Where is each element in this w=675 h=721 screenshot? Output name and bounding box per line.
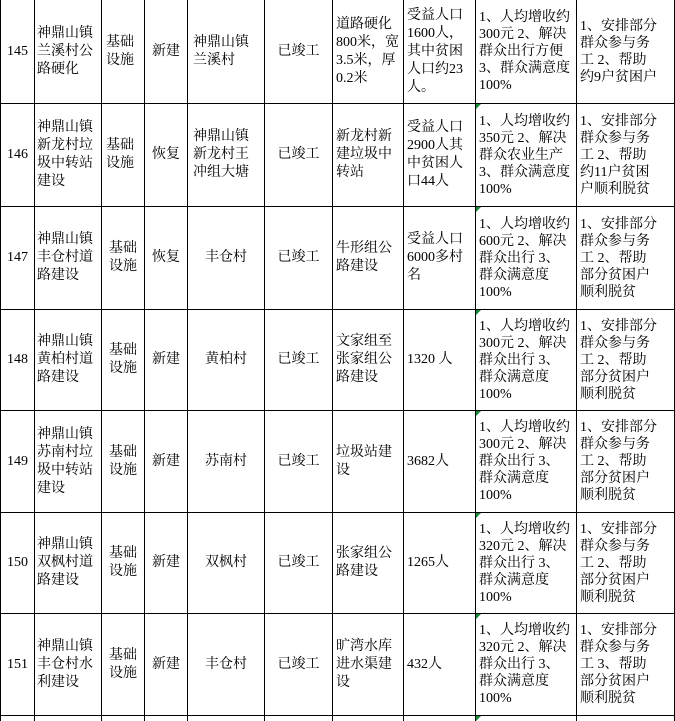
cell-text: 恢复 [152,147,180,162]
cell-text: 已竣工 [277,453,320,469]
cell-empty[interactable] [333,716,404,721]
cell-text: 150 [7,555,28,570]
cell-mechanism[interactable] [577,0,675,104]
cell-status[interactable] [265,513,333,614]
cell-text: 146 [7,147,28,162]
cell-location[interactable] [188,0,265,104]
cell-category[interactable] [102,0,145,104]
cell-category[interactable] [102,411,145,513]
cell-text: 基础设施 [109,444,137,478]
cell-text: 新建 [152,43,180,59]
cell-status[interactable] [265,310,333,411]
cell-text: 基础设施 [109,241,137,274]
cell-text: 丰仓村 [205,250,247,265]
cell-mechanism[interactable] [577,411,675,513]
cell-text: 神鼎山镇新龙村垃圾中转站建设 [37,120,93,189]
cell-content[interactable] [333,310,404,411]
cell-mechanism[interactable] [577,614,675,716]
cell-text: 受益人口2900人其中贫困人口44人 [407,120,463,189]
cell-category[interactable] [102,513,145,614]
cell-text: 旷湾水库进水渠建设 [336,638,392,690]
cell-text: 已竣工 [277,352,320,367]
cell-text: 已竣工 [277,147,320,162]
error-indicator-icon [476,310,481,315]
cell-text: 新建 [152,656,180,672]
cell-text: 神鼎山镇苏南村垃圾中转站建设 [37,426,93,496]
cell-number[interactable] [0,310,35,411]
error-indicator-icon [476,411,481,416]
cell-beneficiaries[interactable] [404,411,476,513]
cell-benefits[interactable] [476,104,577,207]
cell-benefits[interactable] [476,411,577,513]
cell-category[interactable] [102,614,145,716]
cell-text: 基础设施 [109,546,137,579]
cell-benefits[interactable] [476,310,577,411]
cell-location[interactable] [188,310,265,411]
cell-status[interactable] [265,104,333,207]
cell-text: 基础设施 [109,343,137,376]
cell-text: 1、安排部分群众参与务工 2、帮助部分贫困户顺利脱贫 [580,420,657,503]
cell-number[interactable] [0,513,35,614]
table-row [0,614,675,716]
cell-beneficiaries[interactable] [404,104,476,207]
cell-text: 已竣工 [277,656,320,672]
cell-text: 基础设施 [106,34,134,68]
cell-number[interactable] [0,614,35,716]
table-row [0,411,675,513]
error-indicator-icon [476,207,481,212]
cell-text: 受益人口6000多村名 [407,232,463,283]
cell-text: 张家组公路建设 [336,546,392,579]
cell-text: 神鼎山镇兰溪村 [193,34,249,68]
table-row [0,104,675,207]
cell-text: 3682人 [407,453,449,469]
cell-text: 1、人均增收约320元 2、解决群众出行 3、群众满意度100% [479,521,570,605]
cell-empty[interactable] [0,716,35,721]
cell-text: 新建 [152,352,180,367]
cell-content[interactable] [333,0,404,104]
cell-number[interactable] [0,0,35,104]
cell-number[interactable] [0,411,35,513]
cell-beneficiaries[interactable] [404,310,476,411]
cell-build-type[interactable] [145,513,188,614]
cell-benefits[interactable] [476,0,577,104]
cell-text: 已竣工 [277,250,320,265]
cell-category[interactable] [102,207,145,310]
table-row-partial [0,716,675,721]
cell-text: 1、人均增收约600元 2、解决群众出行 3、群众满意度100% [479,216,570,300]
cell-empty[interactable] [35,716,102,721]
table-row [0,207,675,310]
cell-text: 丰仓村 [205,656,247,672]
cell-project-name[interactable] [35,614,102,716]
cell-text: 新建 [152,453,180,469]
cell-text: 已竣工 [277,555,320,570]
cell-status[interactable] [265,207,333,310]
cell-text: 1、人均增收约350元 2、解决群众农业生产 3、群众满意度100% [479,113,570,197]
cell-text: 基础设施 [109,647,137,681]
cell-beneficiaries[interactable] [404,207,476,310]
table-row [0,310,675,411]
cell-text: 基础设施 [106,138,134,171]
cell-empty[interactable] [577,716,675,721]
cell-project-name[interactable] [35,310,102,411]
cell-build-type[interactable] [145,207,188,310]
cell-location[interactable] [188,207,265,310]
cell-project-name[interactable] [35,207,102,310]
cell-text: 已竣工 [277,43,320,59]
cell-text: 1、人均增收约300元 2、解决群众出行 3、群众满意度100% [479,420,570,503]
cell-benefits[interactable] [476,513,577,614]
cell-text: 1、安排部分群众参与务工 3、帮助部分贫困户顺利脱贫 [580,623,657,706]
cell-text: 1320 人 [407,352,453,367]
cell-project-name[interactable] [35,513,102,614]
cell-content[interactable] [333,207,404,310]
cell-empty[interactable] [188,716,265,721]
cell-text: 147 [7,250,28,265]
cell-benefits[interactable] [476,207,577,310]
error-indicator-icon [476,513,481,518]
cell-build-type[interactable] [145,411,188,513]
cell-build-type[interactable] [145,310,188,411]
cell-build-type[interactable] [145,614,188,716]
cell-text: 1、安排部分群众参与务工 2、帮助约11户贫困户顺利脱贫 [580,113,657,197]
cell-content[interactable] [333,411,404,513]
cell-text: 垃圾站建设 [336,444,392,478]
cell-text: 148 [7,352,28,367]
cell-project-name[interactable] [35,0,102,104]
cell-location[interactable] [188,513,265,614]
cell-text: 145 [7,43,28,59]
cell-build-type[interactable] [145,104,188,207]
cell-text: 恢复 [152,250,180,265]
cell-mechanism[interactable] [577,513,675,614]
cell-status[interactable] [265,0,333,104]
cell-content[interactable] [333,104,404,207]
cell-text: 神鼎山镇黄柏村道路建设 [37,334,93,385]
cell-text: 神鼎山镇丰仓村水利建设 [37,638,93,690]
cell-status[interactable] [265,614,333,716]
cell-text: 双枫村 [205,555,247,570]
cell-beneficiaries[interactable] [404,513,476,614]
table-row [0,513,675,614]
cell-category[interactable] [102,310,145,411]
cell-text: 1、人均增收约300元 2、解决群众出行 3、群众满意度100% [479,318,570,402]
cell-text: 1、人均增收约300元 2、解决群众出行方便 3、群众满意度100% [479,10,570,93]
cell-location[interactable] [188,104,265,207]
cell-text: 151 [7,656,28,672]
cell-content[interactable] [333,513,404,614]
cell-text: 1、安排部分群众参与务工 2、帮助部分贫困户顺利脱贫 [580,216,657,300]
table-row [0,0,675,104]
error-indicator-icon [476,716,481,721]
cell-mechanism[interactable] [577,207,675,310]
cell-text: 新建 [152,555,180,570]
cell-number[interactable] [0,207,35,310]
cell-text: 神鼎山镇兰溪村公路硬化 [37,25,93,77]
cell-location[interactable] [188,411,265,513]
cell-empty[interactable] [265,716,333,721]
cell-text: 苏南村 [205,453,247,469]
cell-text: 受益人口1600人，其中贫困人口约23人。 [407,7,463,95]
cell-text: 黄柏村 [205,352,247,367]
cell-content[interactable] [333,614,404,716]
cell-beneficiaries[interactable] [404,614,476,716]
cell-text: 道路硬化800米，宽3.5米，厚0.2米 [336,16,399,86]
cell-status[interactable] [265,411,333,513]
cell-empty[interactable] [476,716,577,721]
cell-text: 文家组至张家组公路建设 [336,334,392,385]
cell-text: 432人 [407,656,442,672]
error-indicator-icon [476,614,481,619]
cell-build-type[interactable] [145,0,188,104]
cell-project-name[interactable] [35,104,102,207]
cell-text: 1、安排部分群众参与务工 2、帮助部分贫困户顺利脱贫 [580,521,657,605]
cell-empty[interactable] [404,716,476,721]
cell-text: 牛形组公路建设 [336,241,392,274]
cell-category[interactable] [102,104,145,207]
cell-text: 神鼎山镇新龙村王冲组大塘 [193,129,249,180]
cell-beneficiaries[interactable] [404,0,476,104]
error-indicator-icon [476,104,481,109]
cell-text: 1、安排部分群众参与务工 2、帮助约9户贫困户 [580,18,657,85]
cell-location[interactable] [188,614,265,716]
cell-text: 1265人 [407,555,449,570]
cell-mechanism[interactable] [577,104,675,207]
cell-project-name[interactable] [35,411,102,513]
cell-text: 神鼎山镇丰仓村道路建设 [37,232,93,283]
cell-empty[interactable] [102,716,145,721]
cell-text: 1、人均增收约320元 2、解决群众出行 3、群众满意度100% [479,623,570,706]
cell-text: 149 [7,453,28,469]
cell-empty[interactable] [145,716,188,721]
cell-text: 新龙村新建垃圾中转站 [336,129,392,180]
cell-text: 神鼎山镇双枫村道路建设 [37,537,93,588]
cell-text: 1、安排部分群众参与务工 2、帮助部分贫困户顺利脱贫 [580,318,657,402]
cell-mechanism[interactable] [577,310,675,411]
cell-benefits[interactable] [476,614,577,716]
cell-number[interactable] [0,104,35,207]
